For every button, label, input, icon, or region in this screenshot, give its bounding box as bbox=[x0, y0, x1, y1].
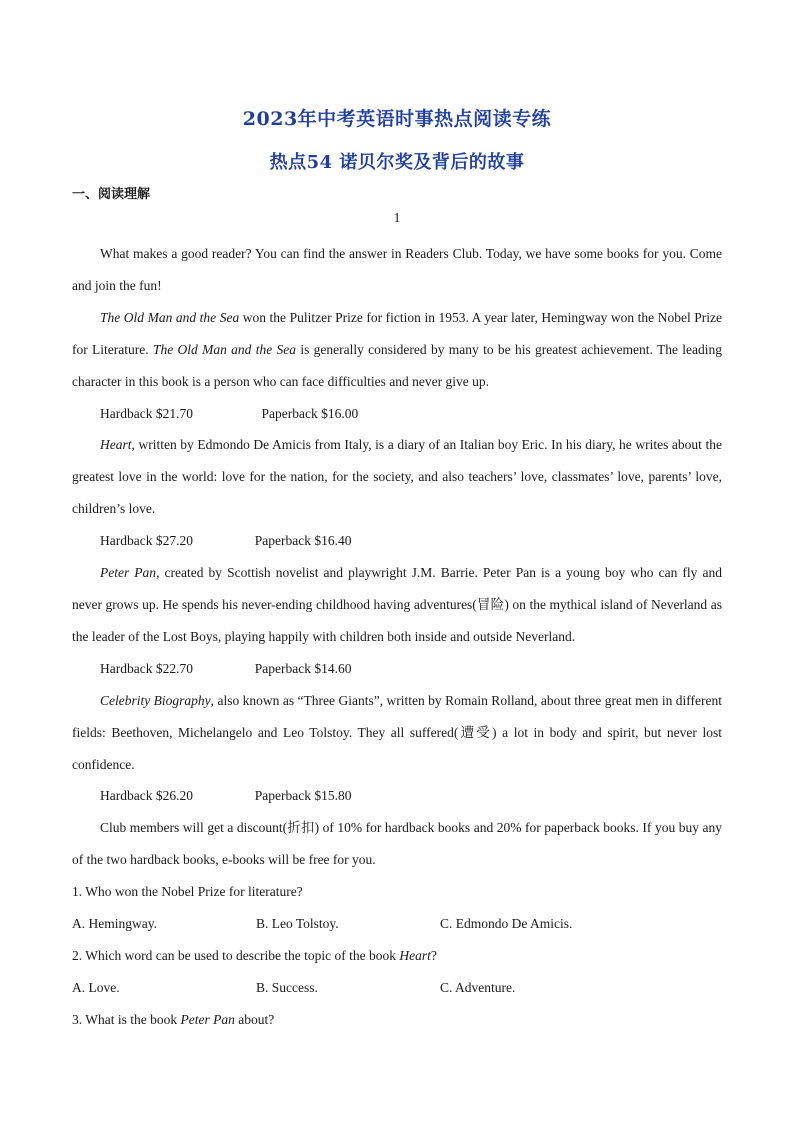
option-b: B. Leo Tolstoy. bbox=[256, 916, 339, 932]
price-line bbox=[72, 653, 722, 685]
intro-paragraph: What makes a good reader? You can find the answer in Readers Club. Today, we have some books for you. Come and join the fun! bbox=[72, 246, 722, 293]
book-paragraph-old-man: The Old Man and the Sea won the Pulitzer Prize for fiction in 1953. A year later, Hemingway won the Nobel Prize for Literature. The Old Man and the Sea is generally considered by many to be his greatest achievement. The leading character in this book is a person who can face difficulties and never give up. bbox=[72, 309, 722, 389]
hardback-price: Hardback $22.70 bbox=[100, 660, 193, 676]
book-title: The Old Man and the Sea bbox=[100, 309, 240, 325]
option-a: A. Hemingway. bbox=[72, 916, 157, 932]
page-title: 2023年中考英语时事热点阅读专练 bbox=[242, 108, 552, 130]
paperback-price: Paperback $14.60 bbox=[254, 660, 352, 676]
section-heading: 一、阅读理解 bbox=[72, 187, 151, 202]
option-b: B. Success. bbox=[256, 979, 318, 995]
paperback-price: Paperback $15.80 bbox=[254, 788, 352, 804]
book-title: The Old Man and the Sea bbox=[152, 341, 297, 357]
option-c: C. Adventure. bbox=[440, 979, 516, 995]
hardback-price: Hardback $26.20 bbox=[100, 788, 193, 804]
hardback-price: Hardback $27.20 bbox=[100, 533, 193, 549]
price-line bbox=[72, 398, 722, 430]
passage-number: 1 bbox=[393, 210, 401, 225]
option-a: A. Love. bbox=[72, 979, 120, 995]
paperback-price: Paperback $16.00 bbox=[261, 405, 359, 421]
book-paragraph-heart: Heart, written by Edmondo De Amicis from Italy, is a diary of an Italian boy Eric. In his diary, he writes about the greatest love in the world: love for the nation, for the society, and also teachers’ love, classmates’ love, parents’ love, children’s love. bbox=[72, 437, 722, 517]
discount-paragraph: Club members will get a discount(折扣) of 10% for hardback books and 20% for paperback books. If you buy any of the two hardback books, e-books will be free for you. bbox=[72, 820, 722, 868]
question-3: 3. What is the book Peter Pan about? bbox=[72, 1011, 275, 1027]
book-title: Heart bbox=[100, 437, 132, 453]
price-line bbox=[72, 780, 722, 812]
question-1: 1. Who won the Nobel Prize for literature? bbox=[72, 884, 303, 900]
option-c: C. Edmondo De Amicis. bbox=[440, 916, 573, 932]
question-1-options bbox=[72, 908, 722, 940]
book-title: Peter Pan bbox=[100, 565, 157, 581]
price-line bbox=[72, 525, 722, 557]
question-2-options bbox=[72, 972, 722, 1004]
hardback-price: Hardback $21.70 bbox=[100, 405, 193, 421]
passage-body bbox=[72, 238, 722, 1036]
book-title: Celebrity Biography bbox=[100, 692, 211, 708]
book-paragraph-peter-pan: Peter Pan, created by Scottish novelist and playwright J.M. Barrie. Peter Pan is a young boy who can fly and never grows up. He spends his never-ending childhood having adventures(冒险) on the mythical island of Neverland as the leader of the Lost Boys, playing happily with children both inside and outside Neverland. bbox=[72, 565, 722, 644]
page-subtitle: 热点54 诺贝尔奖及背后的故事 bbox=[269, 152, 525, 173]
book-paragraph-celebrity: Celebrity Biography, also known as “Three Giants”, written by Romain Rolland, about three great men in different fields: Beethoven, Michelangelo and Leo Tolstoy. They all suffered(遭受) a lot in body and spirit, but never lost confidence. bbox=[72, 692, 722, 772]
question-2: 2. Which word can be used to describe the topic of the book Heart? bbox=[72, 947, 437, 963]
paperback-price: Paperback $16.40 bbox=[254, 533, 352, 549]
